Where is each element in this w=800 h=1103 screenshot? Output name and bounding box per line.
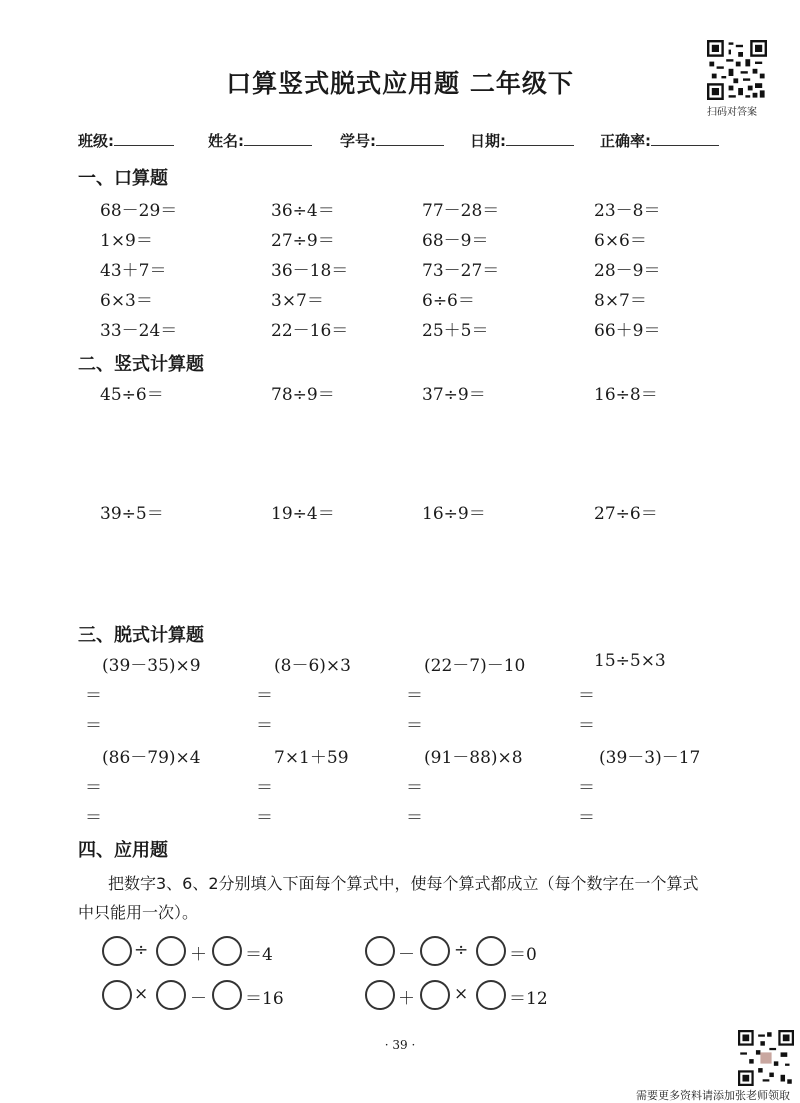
oral-expr: 33－24＝	[100, 321, 178, 341]
oral-expr: 23－8＝	[594, 201, 661, 221]
section-application-heading: 四、应用题	[78, 840, 168, 861]
operator: ÷	[454, 940, 469, 960]
operator: ÷	[134, 940, 149, 960]
student-id-field: 学号:	[340, 130, 444, 151]
equation-result: ＝4	[245, 945, 273, 965]
operator: －	[190, 989, 207, 1009]
oral-expr: 6÷6＝	[422, 291, 475, 311]
stepwise-expr: 15÷5×3	[594, 651, 666, 671]
stepwise-expr: (86－79)×4	[102, 748, 201, 768]
vertical-expr: 27÷6＝	[594, 504, 658, 524]
equation-result: ＝12	[509, 989, 548, 1009]
operator: ×	[134, 984, 149, 1004]
equation-result: ＝0	[509, 945, 537, 965]
oral-expr: 66＋9＝	[594, 321, 661, 341]
equals-sign: ＝	[85, 686, 102, 706]
oral-expr: 68－29＝	[100, 201, 178, 221]
teacher-qr-code	[738, 1030, 794, 1086]
class-field: 班级:	[78, 130, 174, 151]
answer-circle[interactable]	[212, 936, 242, 966]
oral-expr: 28－9＝	[594, 261, 661, 281]
vertical-expr: 78÷9＝	[271, 385, 335, 405]
accuracy-field: 正确率:	[600, 130, 719, 151]
operator: ×	[454, 984, 469, 1004]
answer-circle[interactable]	[156, 980, 186, 1010]
equals-sign: ＝	[85, 716, 102, 736]
vertical-expr: 37÷9＝	[422, 385, 486, 405]
footer-text: 需要更多资料请添加张老师领取	[636, 1089, 790, 1102]
section-vertical-heading: 二、竖式计算题	[78, 354, 204, 375]
vertical-expr: 45÷6＝	[100, 385, 164, 405]
answer-circle[interactable]	[156, 936, 186, 966]
equals-sign: ＝	[85, 808, 102, 828]
problem-text-line1: 把数字3、6、2分别填入下面每个算式中，使每个算式都成立（每个数字在一个算式	[108, 874, 699, 893]
stepwise-expr: (39－35)×9	[102, 656, 201, 676]
equals-sign: ＝	[406, 686, 423, 706]
oral-expr: 36－18＝	[271, 261, 349, 281]
operator: ＋	[190, 945, 207, 965]
oral-expr: 1×9＝	[100, 231, 153, 251]
equals-sign: ＝	[406, 716, 423, 736]
oral-expr: 8×7＝	[594, 291, 647, 311]
equals-sign: ＝	[406, 778, 423, 798]
answer-circle[interactable]	[420, 936, 450, 966]
oral-expr: 36÷4＝	[271, 201, 335, 221]
equals-sign: ＝	[578, 808, 595, 828]
stepwise-expr: (22－7)－10	[424, 656, 526, 676]
equals-sign: ＝	[256, 686, 273, 706]
vertical-expr: 19÷4＝	[271, 504, 335, 524]
oral-expr: 43＋7＝	[100, 261, 167, 281]
answer-circle[interactable]	[420, 980, 450, 1010]
equals-sign: ＝	[256, 716, 273, 736]
equals-sign: ＝	[85, 778, 102, 798]
oral-expr: 3×7＝	[271, 291, 324, 311]
stepwise-expr: (8－6)×3	[274, 656, 351, 676]
oral-expr: 6×6＝	[594, 231, 647, 251]
equals-sign: ＝	[578, 716, 595, 736]
problem-text-line2: 中只能用一次）。	[78, 903, 199, 922]
oral-expr: 73－27＝	[422, 261, 500, 281]
section-oral-heading: 一、口算题	[78, 168, 168, 189]
equals-sign: ＝	[406, 808, 423, 828]
equals-sign: ＝	[578, 778, 595, 798]
stepwise-expr: (91－88)×8	[424, 748, 523, 768]
date-field: 日期:	[470, 130, 574, 151]
operator: －	[398, 945, 415, 965]
answer-circle[interactable]	[102, 936, 132, 966]
page-title: 口算竖式脱式应用题 二年级下	[226, 69, 574, 98]
answer-circle[interactable]	[365, 936, 395, 966]
equals-sign: ＝	[256, 778, 273, 798]
name-field: 姓名:	[208, 130, 312, 151]
section-stepwise-heading: 三、脱式计算题	[78, 625, 204, 646]
operator: ＋	[398, 989, 415, 1009]
stepwise-expr: (39－3)－17	[599, 748, 701, 768]
oral-expr: 6×3＝	[100, 291, 153, 311]
equals-sign: ＝	[256, 808, 273, 828]
qr-caption: 扫码对答案	[707, 107, 757, 118]
stepwise-expr: 7×1＋59	[274, 748, 349, 768]
oral-expr: 25＋5＝	[422, 321, 489, 341]
equals-sign: ＝	[578, 686, 595, 706]
answer-circle[interactable]	[476, 936, 506, 966]
page-number: · 39 ·	[384, 1038, 416, 1052]
vertical-expr: 16÷9＝	[422, 504, 486, 524]
answer-circle[interactable]	[212, 980, 242, 1010]
vertical-expr: 16÷8＝	[594, 385, 658, 405]
oral-expr: 77－28＝	[422, 201, 500, 221]
answer-qr-code	[707, 40, 767, 100]
answer-circle[interactable]	[365, 980, 395, 1010]
answer-circle[interactable]	[476, 980, 506, 1010]
oral-expr: 68－9＝	[422, 231, 489, 251]
oral-expr: 27÷9＝	[271, 231, 335, 251]
answer-circle[interactable]	[102, 980, 132, 1010]
vertical-expr: 39÷5＝	[100, 504, 164, 524]
oral-expr: 22－16＝	[271, 321, 349, 341]
equation-result: ＝16	[245, 989, 284, 1009]
